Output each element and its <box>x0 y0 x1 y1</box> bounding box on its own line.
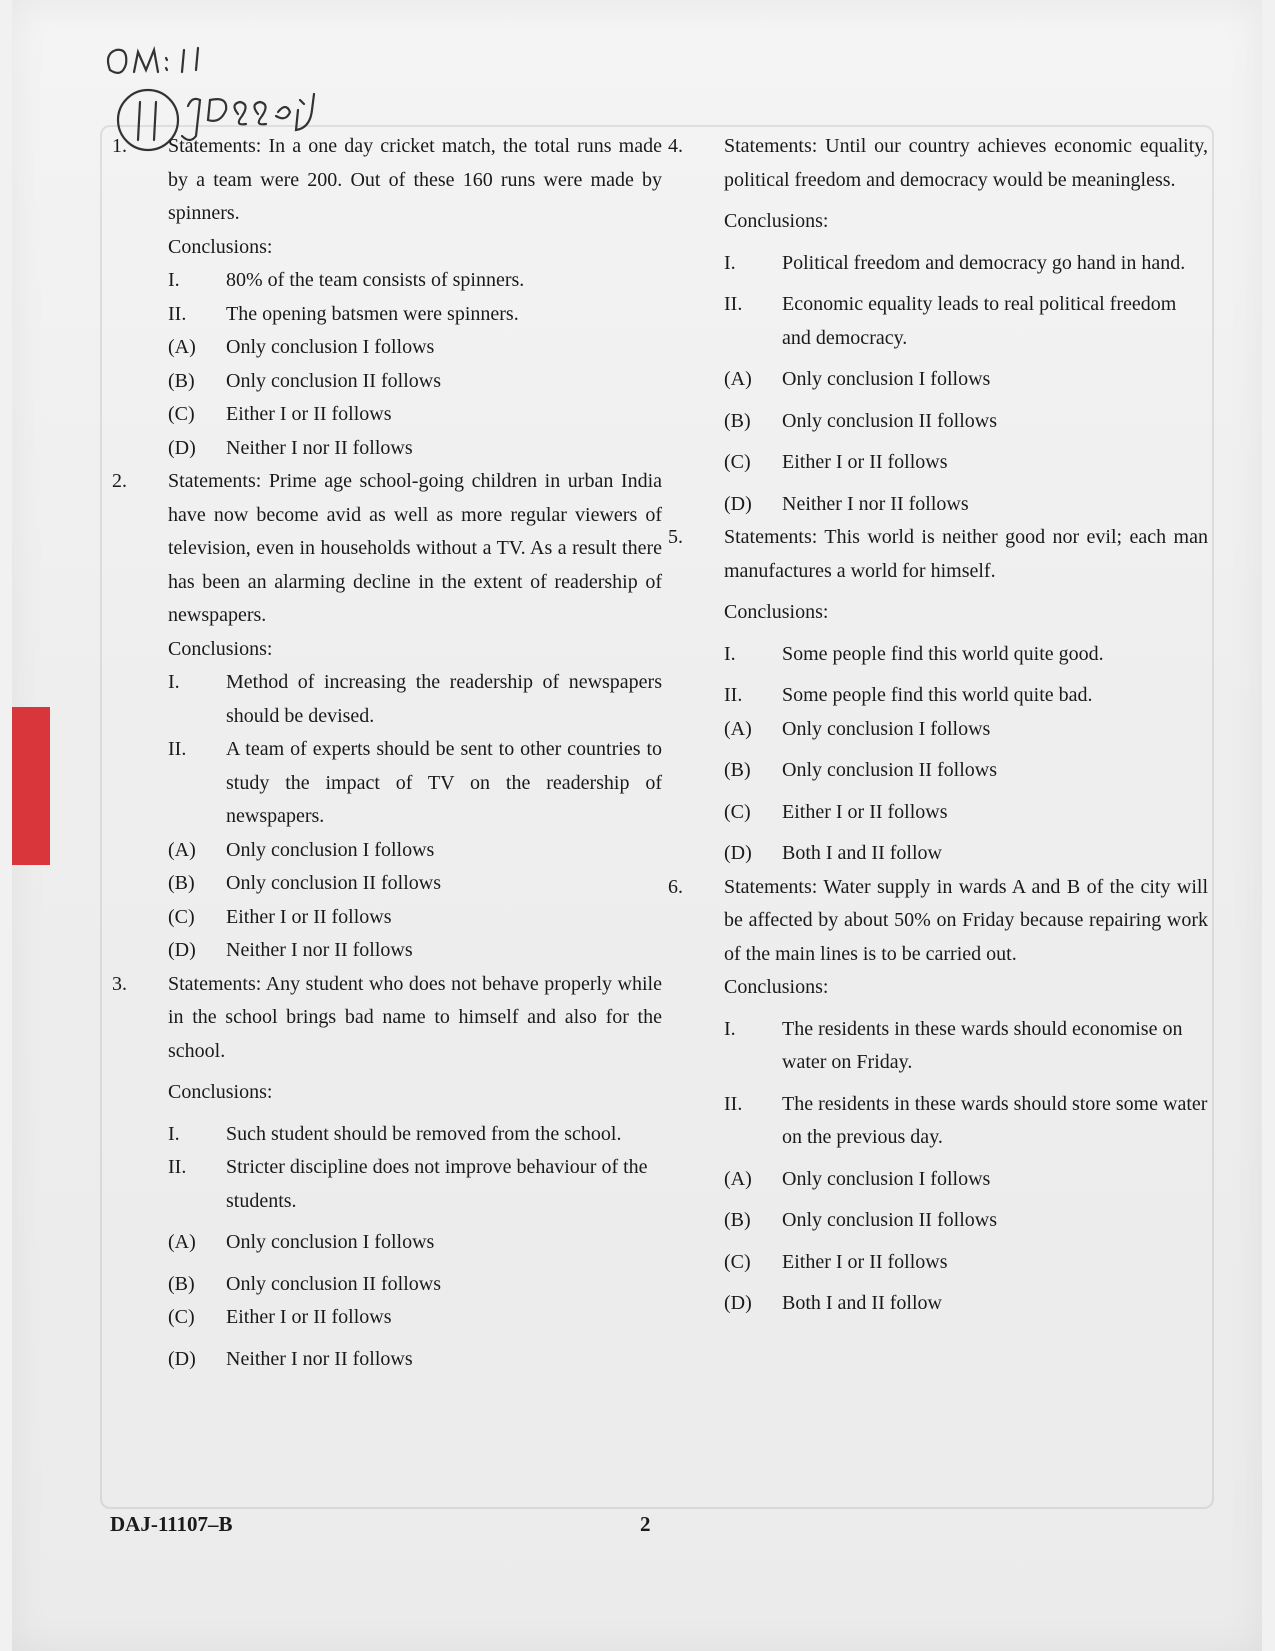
conclusion-row <box>724 1088 1208 1155</box>
option-text: Only conclusion I follows <box>782 368 991 390</box>
right-column <box>668 130 1208 1321</box>
conclusion-number: II. <box>724 684 743 706</box>
conclusion-number: I. <box>168 1122 180 1145</box>
conclusion-number: II. <box>168 738 187 760</box>
conclusions-label: Conclusions: <box>168 235 273 258</box>
option-text: Either I or II follows <box>226 1306 392 1328</box>
option-text: Neither I nor II follows <box>226 1347 413 1370</box>
option-c <box>724 796 1208 830</box>
option-text: Both I and II follow <box>782 1292 942 1314</box>
option-label: (B) <box>724 409 751 432</box>
conclusions-label: Conclusions: <box>724 976 829 998</box>
conclusion-row <box>168 1151 662 1218</box>
option-label: (C) <box>724 800 751 823</box>
option-text: Only conclusion II follows <box>782 759 997 781</box>
option-text: Neither I nor II follows <box>226 939 413 961</box>
question-statement: Statements: Water supply in wards A and B of the city will be affected by about 50% on Friday because repairing work of the main lines is to be carried out. <box>724 875 1208 965</box>
option-b <box>168 1268 662 1302</box>
option-text: Only conclusion II follows <box>226 872 441 894</box>
option-label: (A) <box>168 1231 196 1253</box>
conclusion-text: Some people find this world quite good. <box>782 642 1104 665</box>
question-statement: Statements: Any student who does not behave properly while in the school brings bad name to himself and also for the school. <box>168 972 662 1062</box>
conclusion-number: I. <box>168 671 180 693</box>
option-a <box>724 363 1208 397</box>
option-b <box>724 405 1208 439</box>
option-label: (A) <box>168 336 196 358</box>
question-number: 4. <box>668 135 683 157</box>
option-label: (C) <box>168 403 195 425</box>
conclusion-text: Economic equality leads to real political freedom and democracy. <box>782 293 1177 349</box>
conclusion-number: II. <box>724 293 743 315</box>
conclusions-label: Conclusions: <box>724 210 829 232</box>
option-a <box>724 713 1208 747</box>
conclusion-number: I. <box>724 251 736 274</box>
option-text: Either I or II follows <box>782 800 948 823</box>
conclusion-number: I. <box>724 642 736 665</box>
option-b <box>724 1204 1208 1238</box>
conclusions-label: Conclusions: <box>168 637 273 660</box>
option-label: (C) <box>724 1250 751 1273</box>
option-label: (C) <box>168 905 195 928</box>
option-d <box>168 1343 662 1377</box>
conclusions-label: Conclusions: <box>724 601 829 623</box>
question-1 <box>112 130 662 465</box>
option-text: Only conclusion I follows <box>226 336 435 358</box>
conclusion-text: A team of experts should be sent to other countries to study the impact of TV on the readership of newspapers. <box>226 738 662 827</box>
conclusion-row <box>724 638 1208 672</box>
question-2 <box>112 465 662 968</box>
conclusion-row <box>168 1118 662 1152</box>
option-label: (D) <box>168 939 196 961</box>
question-number: 1. <box>112 135 127 157</box>
conclusions-label: Conclusions: <box>168 1081 273 1103</box>
conclusion-row <box>168 666 662 733</box>
option-d <box>168 934 662 968</box>
option-text: Either I or II follows <box>226 403 392 425</box>
option-label: (D) <box>168 436 196 459</box>
paper-code: DAJ-11107–B <box>110 1512 233 1536</box>
question-6 <box>668 871 1208 1321</box>
option-label: (A) <box>168 838 196 861</box>
conclusion-number: II. <box>168 302 187 325</box>
page-number: 2 <box>640 1512 651 1536</box>
option-label: (D) <box>724 842 752 864</box>
option-label: (B) <box>168 1272 195 1295</box>
conclusion-text: Some people find this world quite bad. <box>782 684 1093 706</box>
option-d <box>724 837 1208 871</box>
option-c <box>168 901 662 935</box>
option-text: Only conclusion II follows <box>782 1209 997 1231</box>
option-label: (C) <box>724 451 751 473</box>
option-label: (B) <box>168 369 195 392</box>
conclusion-text: Stricter discipline does not improve behaviour of the students. <box>226 1156 648 1212</box>
conclusion-number: I. <box>168 269 180 291</box>
conclusion-text: 80% of the team consists of spinners. <box>226 269 525 291</box>
conclusion-row <box>724 679 1208 713</box>
conclusion-row <box>724 288 1208 355</box>
question-3 <box>112 968 662 1377</box>
conclusion-row <box>168 298 662 332</box>
option-label: (A) <box>724 1167 752 1190</box>
option-a <box>168 331 662 365</box>
option-a <box>724 1163 1208 1197</box>
option-d <box>168 432 662 466</box>
option-text: Both I and II follow <box>782 842 942 864</box>
conclusion-row <box>724 247 1208 281</box>
option-label: (B) <box>724 1209 751 1231</box>
option-text: Only conclusion I follows <box>226 1231 435 1253</box>
option-c <box>724 446 1208 480</box>
conclusion-row <box>168 264 662 298</box>
option-text: Only conclusion II follows <box>782 409 997 432</box>
option-text: Only conclusion I follows <box>782 717 991 740</box>
question-number: 6. <box>668 875 683 898</box>
conclusion-text: Political freedom and democracy go hand in hand. <box>782 251 1186 274</box>
option-label: (C) <box>168 1306 195 1328</box>
question-5 <box>668 521 1208 871</box>
option-text: Neither I nor II follows <box>782 492 969 515</box>
option-label: (D) <box>168 1347 196 1370</box>
conclusion-text: The opening batsmen were spinners. <box>226 302 519 325</box>
option-text: Only conclusion I follows <box>226 838 435 861</box>
question-number: 5. <box>668 526 683 548</box>
question-statement: Statements: Until our country achieves economic equality, political freedom and democracy would be meaningless. <box>724 135 1208 191</box>
conclusion-number: II. <box>724 1092 743 1115</box>
option-a <box>168 1226 662 1260</box>
option-label: (A) <box>724 717 752 740</box>
conclusion-row <box>168 733 662 834</box>
option-c <box>168 398 662 432</box>
option-text: Only conclusion II follows <box>226 369 441 392</box>
option-d <box>724 488 1208 522</box>
conclusion-text: Method of increasing the readership of newspapers should be devised. <box>226 671 662 727</box>
conclusion-row <box>724 1013 1208 1080</box>
option-a <box>168 834 662 868</box>
question-number: 3. <box>112 972 127 995</box>
option-d <box>724 1287 1208 1321</box>
conclusion-text: Such student should be removed from the school. <box>226 1122 622 1145</box>
question-statement: Statements: This world is neither good nor evil; each man manufactures a world for himself. <box>724 526 1208 582</box>
option-label: (B) <box>168 872 195 894</box>
option-text: Only conclusion II follows <box>226 1272 441 1295</box>
red-edge-tab <box>12 707 50 865</box>
option-text: Either I or II follows <box>782 451 948 473</box>
question-statement: Statements: In a one day cricket match, the total runs made by a team were 200. Out of these 160 runs were made by spinners. <box>168 135 662 224</box>
option-c <box>168 1301 662 1335</box>
option-text: Neither I nor II follows <box>226 436 413 459</box>
conclusion-text: The residents in these wards should store some water on the previous day. <box>782 1092 1208 1148</box>
left-column <box>112 130 662 1376</box>
conclusion-number: II. <box>168 1156 187 1178</box>
option-label: (D) <box>724 1292 752 1314</box>
question-number: 2. <box>112 470 127 492</box>
option-label: (A) <box>724 368 752 390</box>
question-statement: Statements: Prime age school-going children in urban India have now become avid as well as more regular viewers of television, even in households without a TV. As a result there has been an alarming decline in the extent of readership of newspapers. <box>168 470 662 626</box>
option-b <box>168 867 662 901</box>
option-b <box>168 365 662 399</box>
conclusion-number: I. <box>724 1017 736 1040</box>
conclusion-text: The residents in these wards should economise on water on Friday. <box>782 1017 1183 1073</box>
question-4 <box>668 130 1208 521</box>
option-text: Only conclusion I follows <box>782 1167 991 1190</box>
option-c <box>724 1246 1208 1280</box>
option-text: Either I or II follows <box>782 1250 948 1273</box>
option-label: (B) <box>724 759 751 781</box>
option-text: Either I or II follows <box>226 905 392 928</box>
option-label: (D) <box>724 492 752 515</box>
option-b <box>724 754 1208 788</box>
